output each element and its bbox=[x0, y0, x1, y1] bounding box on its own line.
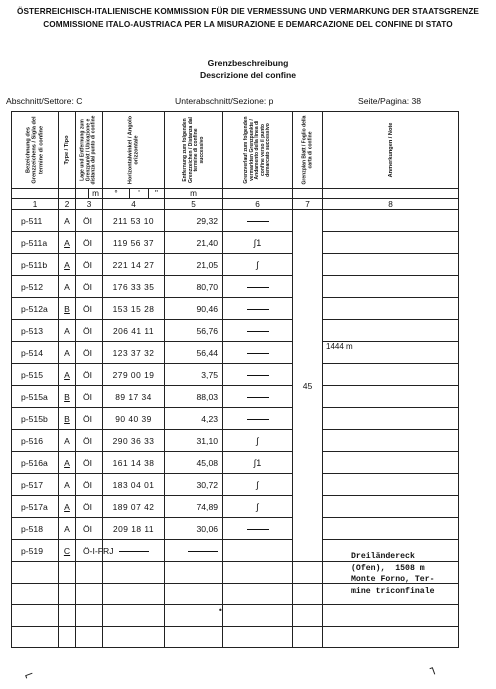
row-trace bbox=[223, 408, 293, 430]
row-name: p-513 bbox=[12, 320, 59, 342]
row-distance: 29,32 bbox=[165, 210, 223, 232]
table-row bbox=[12, 210, 459, 232]
row-position bbox=[76, 583, 103, 605]
col-header-6: Grenzverlauf zum folgenden vermarkten Grenzpunkte / Andamento della linea di confine verso il punto demarcato successivo bbox=[223, 112, 293, 189]
row-distance: 3,75 bbox=[165, 364, 223, 386]
row-name: p-514 bbox=[12, 342, 59, 364]
row-sheet bbox=[293, 626, 323, 648]
row-note bbox=[323, 452, 459, 474]
stray-dot: • bbox=[218, 606, 223, 615]
row-note bbox=[323, 430, 459, 452]
row-distance: 56,44 bbox=[165, 342, 223, 364]
row-note bbox=[323, 408, 459, 430]
row-note bbox=[323, 518, 459, 540]
row-angle: 176 33 35 bbox=[103, 276, 165, 298]
row-name: p-516 bbox=[12, 430, 59, 452]
row-angle: 119 56 37 bbox=[103, 232, 165, 254]
row-type bbox=[59, 605, 76, 627]
row-sheet bbox=[293, 562, 323, 584]
row-trace: ∫ bbox=[223, 474, 293, 496]
row-name: p-511a bbox=[12, 232, 59, 254]
row-position: ÖI bbox=[76, 342, 103, 364]
row-note bbox=[323, 210, 459, 232]
row-type: A bbox=[59, 210, 76, 232]
unit-row: m ° ' " m bbox=[12, 189, 459, 199]
row-type: A bbox=[59, 254, 76, 276]
section-label: Abschnitt/Settore: C bbox=[6, 96, 83, 106]
row-note bbox=[323, 605, 459, 627]
row-position: ÖI bbox=[76, 452, 103, 474]
row-distance: 74,89 bbox=[165, 496, 223, 518]
row-angle: 161 14 38 bbox=[103, 452, 165, 474]
table-row bbox=[12, 254, 459, 276]
row-type bbox=[59, 583, 76, 605]
row-distance: 45,08 bbox=[165, 452, 223, 474]
row-distance bbox=[165, 605, 223, 627]
row-name bbox=[12, 626, 59, 648]
row-position: ÖI bbox=[76, 430, 103, 452]
row-distance bbox=[165, 583, 223, 605]
row-trace bbox=[223, 386, 293, 408]
row-angle: 211 53 10 bbox=[103, 210, 165, 232]
row-trace bbox=[223, 276, 293, 298]
row-type: B bbox=[59, 298, 76, 320]
row-angle: 221 14 27 bbox=[103, 254, 165, 276]
row-position: ÖI bbox=[76, 386, 103, 408]
row-distance: 4,23 bbox=[165, 408, 223, 430]
row-position: ÖI bbox=[76, 518, 103, 540]
row-name bbox=[12, 605, 59, 627]
row-sheet bbox=[293, 583, 323, 605]
title-de: Grenzbeschreibung bbox=[207, 58, 289, 68]
row-type: A bbox=[59, 320, 76, 342]
row-trace bbox=[223, 342, 293, 364]
row-type: A bbox=[59, 474, 76, 496]
row-note bbox=[323, 474, 459, 496]
row-angle bbox=[103, 583, 165, 605]
table-row bbox=[12, 518, 459, 540]
trace-line bbox=[247, 419, 269, 420]
row-trace bbox=[223, 210, 293, 232]
row-type: A bbox=[59, 276, 76, 298]
row-trace: ∫1 bbox=[223, 232, 293, 254]
row-name: p-516a bbox=[12, 452, 59, 474]
row-trace bbox=[223, 583, 293, 605]
row-position: ÖI bbox=[76, 364, 103, 386]
row-distance bbox=[165, 562, 223, 584]
row-trace: ∫ bbox=[223, 430, 293, 452]
col-header-5: Entfernung zum folgenden Grenzzeichen / Distanza dal termine di confine successivo bbox=[165, 112, 223, 189]
row-trace: ∫ bbox=[223, 496, 293, 518]
row-note bbox=[323, 320, 459, 342]
table-row bbox=[12, 342, 459, 364]
header-row bbox=[12, 112, 459, 189]
row-trace bbox=[223, 605, 293, 627]
row-position bbox=[76, 605, 103, 627]
table-row bbox=[12, 408, 459, 430]
row-position: ÖI bbox=[76, 276, 103, 298]
table-row bbox=[12, 474, 459, 496]
row-note bbox=[323, 386, 459, 408]
table-row bbox=[12, 430, 459, 452]
trace-line bbox=[247, 331, 269, 332]
row-note bbox=[323, 626, 459, 648]
row-angle: 123 37 32 bbox=[103, 342, 165, 364]
row-name: p-512a bbox=[12, 298, 59, 320]
row-distance: 56,76 bbox=[165, 320, 223, 342]
row-position: Ö-I-FRJ bbox=[76, 540, 103, 562]
trace-line bbox=[247, 375, 269, 376]
subsection-label: Unterabschnitt/Sezione: p bbox=[175, 96, 274, 106]
row-type: B bbox=[59, 386, 76, 408]
row-note bbox=[323, 364, 459, 386]
row-angle: 279 00 19 bbox=[103, 364, 165, 386]
trace-line bbox=[247, 287, 269, 288]
empty-row bbox=[12, 605, 459, 627]
row-type: A bbox=[59, 496, 76, 518]
row-type bbox=[59, 626, 76, 648]
sheet-number: 45 bbox=[293, 210, 323, 562]
row-angle: 189 07 42 bbox=[103, 496, 165, 518]
row-trace bbox=[223, 298, 293, 320]
row-distance bbox=[165, 540, 223, 562]
row-trace bbox=[223, 364, 293, 386]
row-position: ÖI bbox=[76, 320, 103, 342]
row-angle bbox=[103, 605, 165, 627]
row-position: ÖI bbox=[76, 408, 103, 430]
row-distance: 31,10 bbox=[165, 430, 223, 452]
col-header-4: Horizontalwinkel / Angolo orizzontale bbox=[103, 112, 165, 189]
corner-mark-right: ⌐ bbox=[424, 663, 442, 679]
col-header-8: Anmerkungen / Note bbox=[323, 112, 459, 189]
header-line-2: COMMISSIONE ITALO-AUSTRIACA PER LA MISURAZIONE E DEMARCAZIONE DEL CONFINE DI STATO bbox=[43, 20, 453, 29]
row-distance: 30,72 bbox=[165, 474, 223, 496]
row-name bbox=[12, 583, 59, 605]
row-distance: 88,03 bbox=[165, 386, 223, 408]
empty-row bbox=[12, 626, 459, 648]
blank-line bbox=[119, 551, 149, 552]
row-angle bbox=[103, 626, 165, 648]
row-note bbox=[323, 276, 459, 298]
table-row bbox=[12, 232, 459, 254]
row-sheet bbox=[293, 605, 323, 627]
row-angle: 89 17 34 bbox=[103, 386, 165, 408]
row-position: ÖI bbox=[76, 210, 103, 232]
row-angle bbox=[103, 562, 165, 584]
row-name: p-519 bbox=[12, 540, 59, 562]
trace-line bbox=[247, 397, 269, 398]
row-type: A bbox=[59, 232, 76, 254]
corner-mark-left: ⌐ bbox=[21, 666, 37, 684]
row-trace bbox=[223, 562, 293, 584]
row-type: A bbox=[59, 342, 76, 364]
row-position: ÖI bbox=[76, 496, 103, 518]
blank-line bbox=[188, 551, 218, 552]
row-distance: 21,40 bbox=[165, 232, 223, 254]
row-name: p-517a bbox=[12, 496, 59, 518]
trace-line bbox=[247, 309, 269, 310]
row-trace bbox=[223, 518, 293, 540]
row-name: p-511 bbox=[12, 210, 59, 232]
row-note bbox=[323, 232, 459, 254]
row-trace: ∫1 bbox=[223, 452, 293, 474]
row-name: p-511b bbox=[12, 254, 59, 276]
table-row bbox=[12, 320, 459, 342]
table-row bbox=[12, 276, 459, 298]
row-name: p-518 bbox=[12, 518, 59, 540]
row-type: A bbox=[59, 430, 76, 452]
table-row bbox=[12, 298, 459, 320]
row-trace bbox=[223, 626, 293, 648]
row-angle: 206 41 11 bbox=[103, 320, 165, 342]
table-row bbox=[12, 496, 459, 518]
row-type: A bbox=[59, 518, 76, 540]
row-type bbox=[59, 562, 76, 584]
row-position bbox=[76, 626, 103, 648]
col-header-3: Lage und Entfernung zum Grenzpunkt / Ubicazione e distanza dal punto di confine bbox=[76, 112, 103, 189]
final-note: Dreiländereck (Ofen), 1508 m Monte Forno, Ter- mine triconfinale bbox=[351, 552, 435, 596]
row-trace bbox=[223, 320, 293, 342]
row-note bbox=[323, 298, 459, 320]
row-name: p-517 bbox=[12, 474, 59, 496]
page-label: Seite/Pagina: 38 bbox=[358, 96, 422, 106]
col-header-2: Type / Tipo bbox=[59, 112, 76, 189]
row-type: C bbox=[59, 540, 76, 562]
row-position: ÖI bbox=[76, 232, 103, 254]
row-trace bbox=[223, 540, 293, 562]
row-name: p-515 bbox=[12, 364, 59, 386]
row-angle: 183 04 01 bbox=[103, 474, 165, 496]
row-position: ÖI bbox=[76, 298, 103, 320]
row-angle: 90 40 39 bbox=[103, 408, 165, 430]
row-note bbox=[323, 254, 459, 276]
row-type: A bbox=[59, 452, 76, 474]
row-name: p-512 bbox=[12, 276, 59, 298]
column-number-row: 1 2 3 4 5 6 7 8 bbox=[12, 199, 459, 210]
row-name: p-515a bbox=[12, 386, 59, 408]
table-row bbox=[12, 364, 459, 386]
trace-line bbox=[247, 221, 269, 222]
row-position bbox=[76, 562, 103, 584]
row-note bbox=[323, 496, 459, 518]
trace-line bbox=[247, 353, 269, 354]
col-header-7: Grenzplan Blatt / Foglio della carta di confine bbox=[293, 112, 323, 189]
row-position: ÖI bbox=[76, 254, 103, 276]
row-type: A bbox=[59, 364, 76, 386]
title-it: Descrizione del confine bbox=[200, 70, 296, 80]
trace-line bbox=[247, 529, 269, 530]
row-angle: 209 18 11 bbox=[103, 518, 165, 540]
row-trace: ∫ bbox=[223, 254, 293, 276]
row-distance: 21,05 bbox=[165, 254, 223, 276]
row-position: ÖI bbox=[76, 474, 103, 496]
row-distance: 90,46 bbox=[165, 298, 223, 320]
row-distance: 80,70 bbox=[165, 276, 223, 298]
row-distance bbox=[165, 626, 223, 648]
row-angle: 153 15 28 bbox=[103, 298, 165, 320]
header-line-1: ÖSTERREICHISCH-ITALIENISCHE KOMMISSION FÜR DIE VERMESSUNG UND VERMARKUNG DER STAATSGRENZE bbox=[17, 7, 479, 16]
table-row bbox=[12, 386, 459, 408]
row-name bbox=[12, 562, 59, 584]
row-type: B bbox=[59, 408, 76, 430]
row-distance: 30,06 bbox=[165, 518, 223, 540]
row-name: p-515b bbox=[12, 408, 59, 430]
col-header-1: Bezeichnung des Grenzzeichens / Sigla del termine di confine bbox=[12, 112, 59, 189]
row-angle: 290 36 33 bbox=[103, 430, 165, 452]
table-row bbox=[12, 452, 459, 474]
row-note: 1444 m bbox=[323, 342, 459, 364]
